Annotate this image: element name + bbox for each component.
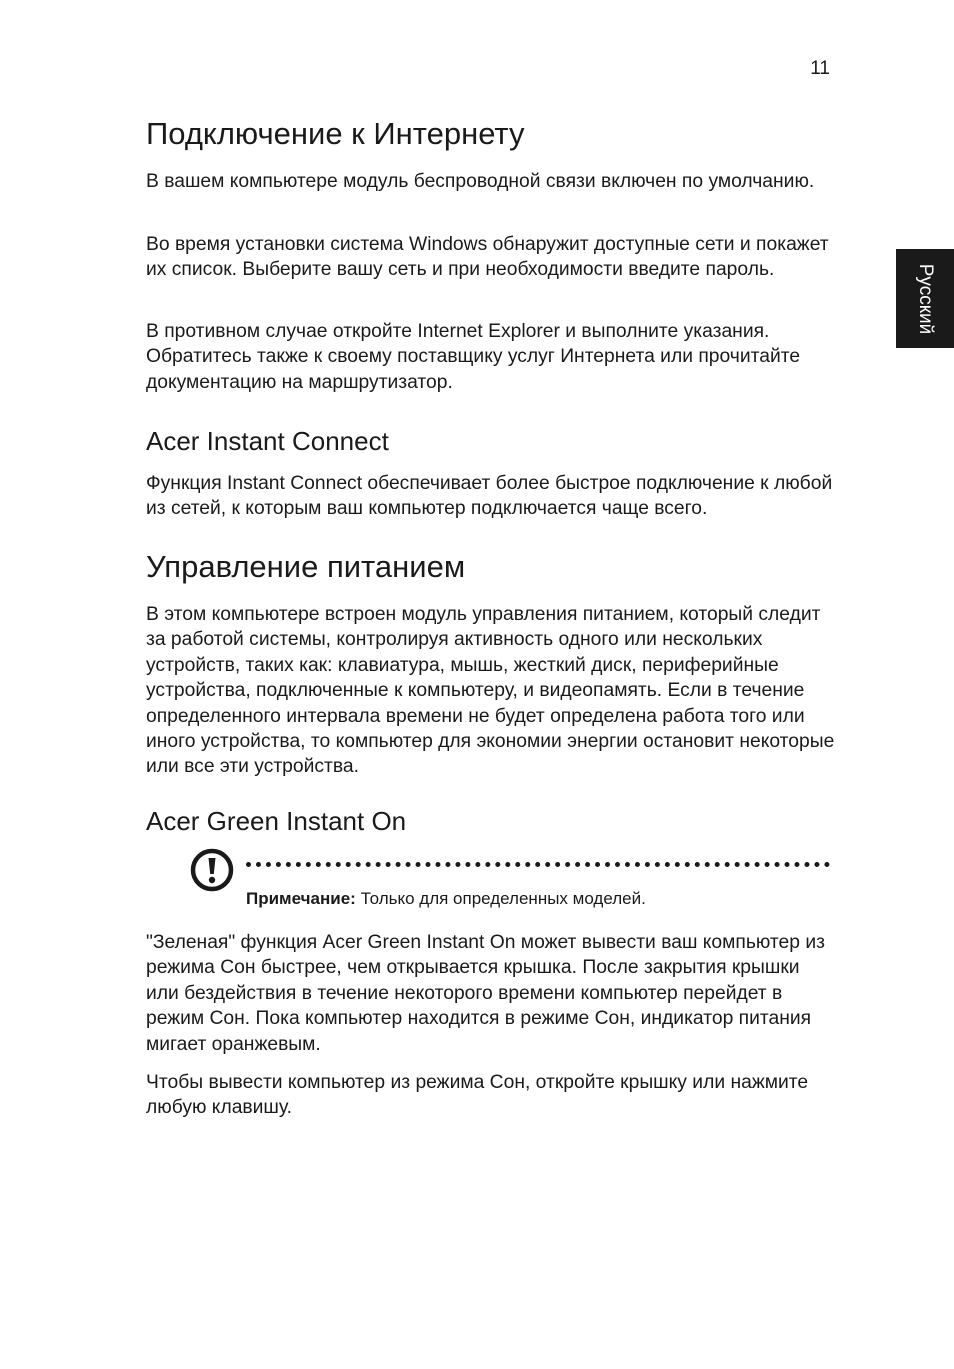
heading-green-instant-on: Acer Green Instant On — [146, 806, 407, 836]
heading-internet-connection: Подключение к Интернету — [146, 116, 525, 151]
note-body: Только для определенных моделей. — [360, 889, 646, 908]
paragraph: В противном случае откройте Internet Explorer и выполните указания. Обратитесь также к своему поставщику услуг Интернета или прочитайте документацию на маршрутизатор. — [146, 321, 801, 393]
exclamation-circle-icon — [189, 847, 235, 893]
paragraph: В этом компьютере встроен модуль управления питанием, который следит за работой системы, контролируя активность одного или нескольких устройств, таких как: клавиатура, мышь, жесткий диск, периферийные устройства, подключенные к компьютеру, и видеопамять. Если в течение определенного интервала времени не будет определена работа того или иного устройства, то компьютер для экономии энергии остановит некоторые или все эти устройства. — [146, 604, 835, 778]
language-tab-label: Русский — [915, 263, 936, 334]
paragraph: В вашем компьютере модуль беспроводной связи включен по умолчанию. — [146, 171, 815, 192]
note-divider — [246, 862, 830, 867]
note-label: Примечание: — [246, 889, 356, 908]
paragraph: "Зеленая" функция Acer Green Instant On может вывести ваш компьютер из режима Сон быстрее, чем открывается крышка. После закрытия крышки или бездействия в течение некоторого времени компьютер перейдет в режим Сон. Пока компьютер находится в режиме Сон, индикатор питания мигает оранжевым. — [146, 932, 825, 1055]
page-number: 11 — [810, 58, 830, 79]
paragraph: Чтобы вывести компьютер из режима Сон, откройте крышку или нажмите любую клавишу. — [146, 1072, 809, 1119]
language-tab — [896, 249, 954, 348]
paragraph: Во время установки система Windows обнаружит доступные сети и покажет их список. Выберите вашу сеть и при необходимости введите пароль. — [146, 234, 829, 281]
note-text — [246, 889, 646, 909]
paragraph: Функция Instant Connect обеспечивает более быстрое подключение к любой из сетей, к которым ваш компьютер подключается чаще всего. — [146, 473, 833, 520]
heading-power-management: Управление питанием — [146, 549, 466, 584]
heading-instant-connect: Acer Instant Connect — [146, 426, 389, 456]
